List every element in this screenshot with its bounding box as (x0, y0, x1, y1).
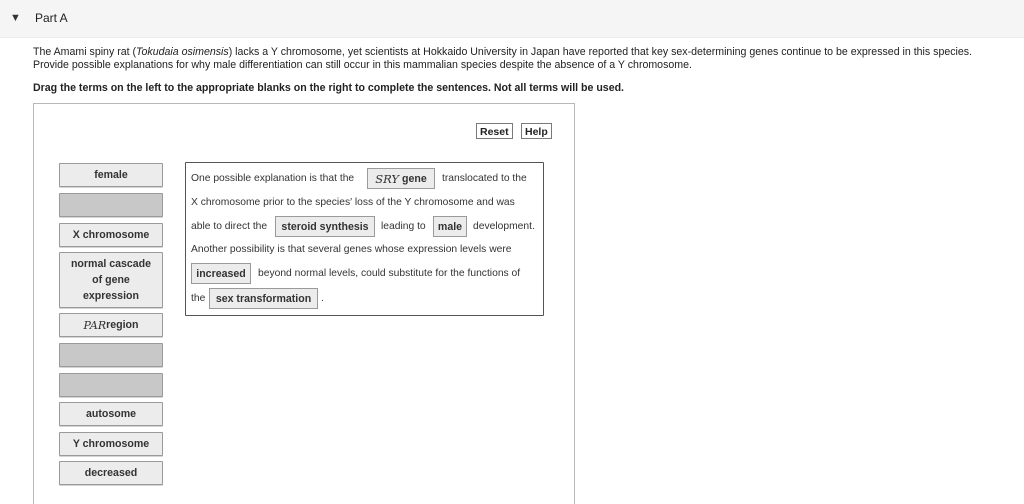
question-intro: The Amami spiny rat ( (33, 46, 137, 58)
sentence-text: One possible explanation is that the (191, 173, 355, 184)
sentence-text: beyond normal levels, could substitute for the functions of (258, 268, 521, 279)
term-par-rest: region (106, 319, 139, 331)
term-x-chromosome[interactable]: X chromosome (59, 223, 163, 247)
blank-sry-italic: SRY (375, 171, 400, 186)
collapse-caret-icon[interactable]: ▼ (10, 12, 21, 24)
sentence-text: Another possibility is that several genes whose expression levels were (191, 244, 512, 255)
blank-sry-gene[interactable] (367, 168, 435, 189)
term-y-chromosome[interactable]: Y chromosome (59, 432, 163, 456)
term-slot-empty (59, 343, 163, 367)
sentence-text: the (191, 293, 206, 304)
sentence-text: development. (473, 221, 535, 232)
sentence-text: translocated to the (442, 173, 527, 184)
term-decreased[interactable]: decreased (59, 461, 163, 485)
blank-male[interactable]: male (433, 216, 467, 237)
sentence-text: leading to (381, 221, 426, 232)
instruction-text: Drag the terms on the left to the appropriate blanks on the right to complete the sentences. Not all terms will be used. (33, 82, 624, 94)
sentence-text: able to direct the (191, 221, 268, 232)
question-line2: Provide possible explanations for why male differentiation can still occur in this mammalian species despite the absence of a Y chromosome. (33, 59, 692, 72)
question-rest: ) lacks a Y chromosome, yet scientists at Hokkaido University in Japan have reported that key sex-determining genes continue to be expressed in this species. (228, 46, 973, 58)
reset-button[interactable]: Reset (476, 123, 513, 139)
term-slot-empty (59, 193, 163, 217)
term-female[interactable]: female (59, 163, 163, 187)
blank-steroid-synthesis[interactable]: steroid synthesis (275, 216, 375, 237)
blank-increased[interactable]: increased (191, 263, 251, 284)
blank-sex-transformation[interactable]: sex transformation (209, 288, 318, 309)
part-header[interactable] (0, 0, 1024, 38)
part-title: Part A (35, 11, 68, 25)
term-slot-empty (59, 373, 163, 397)
term-par-italic: PAR (83, 318, 107, 332)
question-text (33, 46, 1008, 73)
help-button[interactable]: Help (521, 123, 552, 139)
blank-sry-rest: gene (402, 172, 427, 185)
term-normal-cascade[interactable]: normal cascade of gene expression (59, 252, 163, 308)
term-autosome[interactable]: autosome (59, 402, 163, 426)
term-par-region[interactable] (59, 313, 163, 337)
species-name: Tokudaia osimensis (136, 46, 229, 58)
sentence-text: . (321, 293, 324, 304)
sentence-text: X chromosome prior to the species′ loss of the Y chromosome and was (191, 197, 515, 208)
